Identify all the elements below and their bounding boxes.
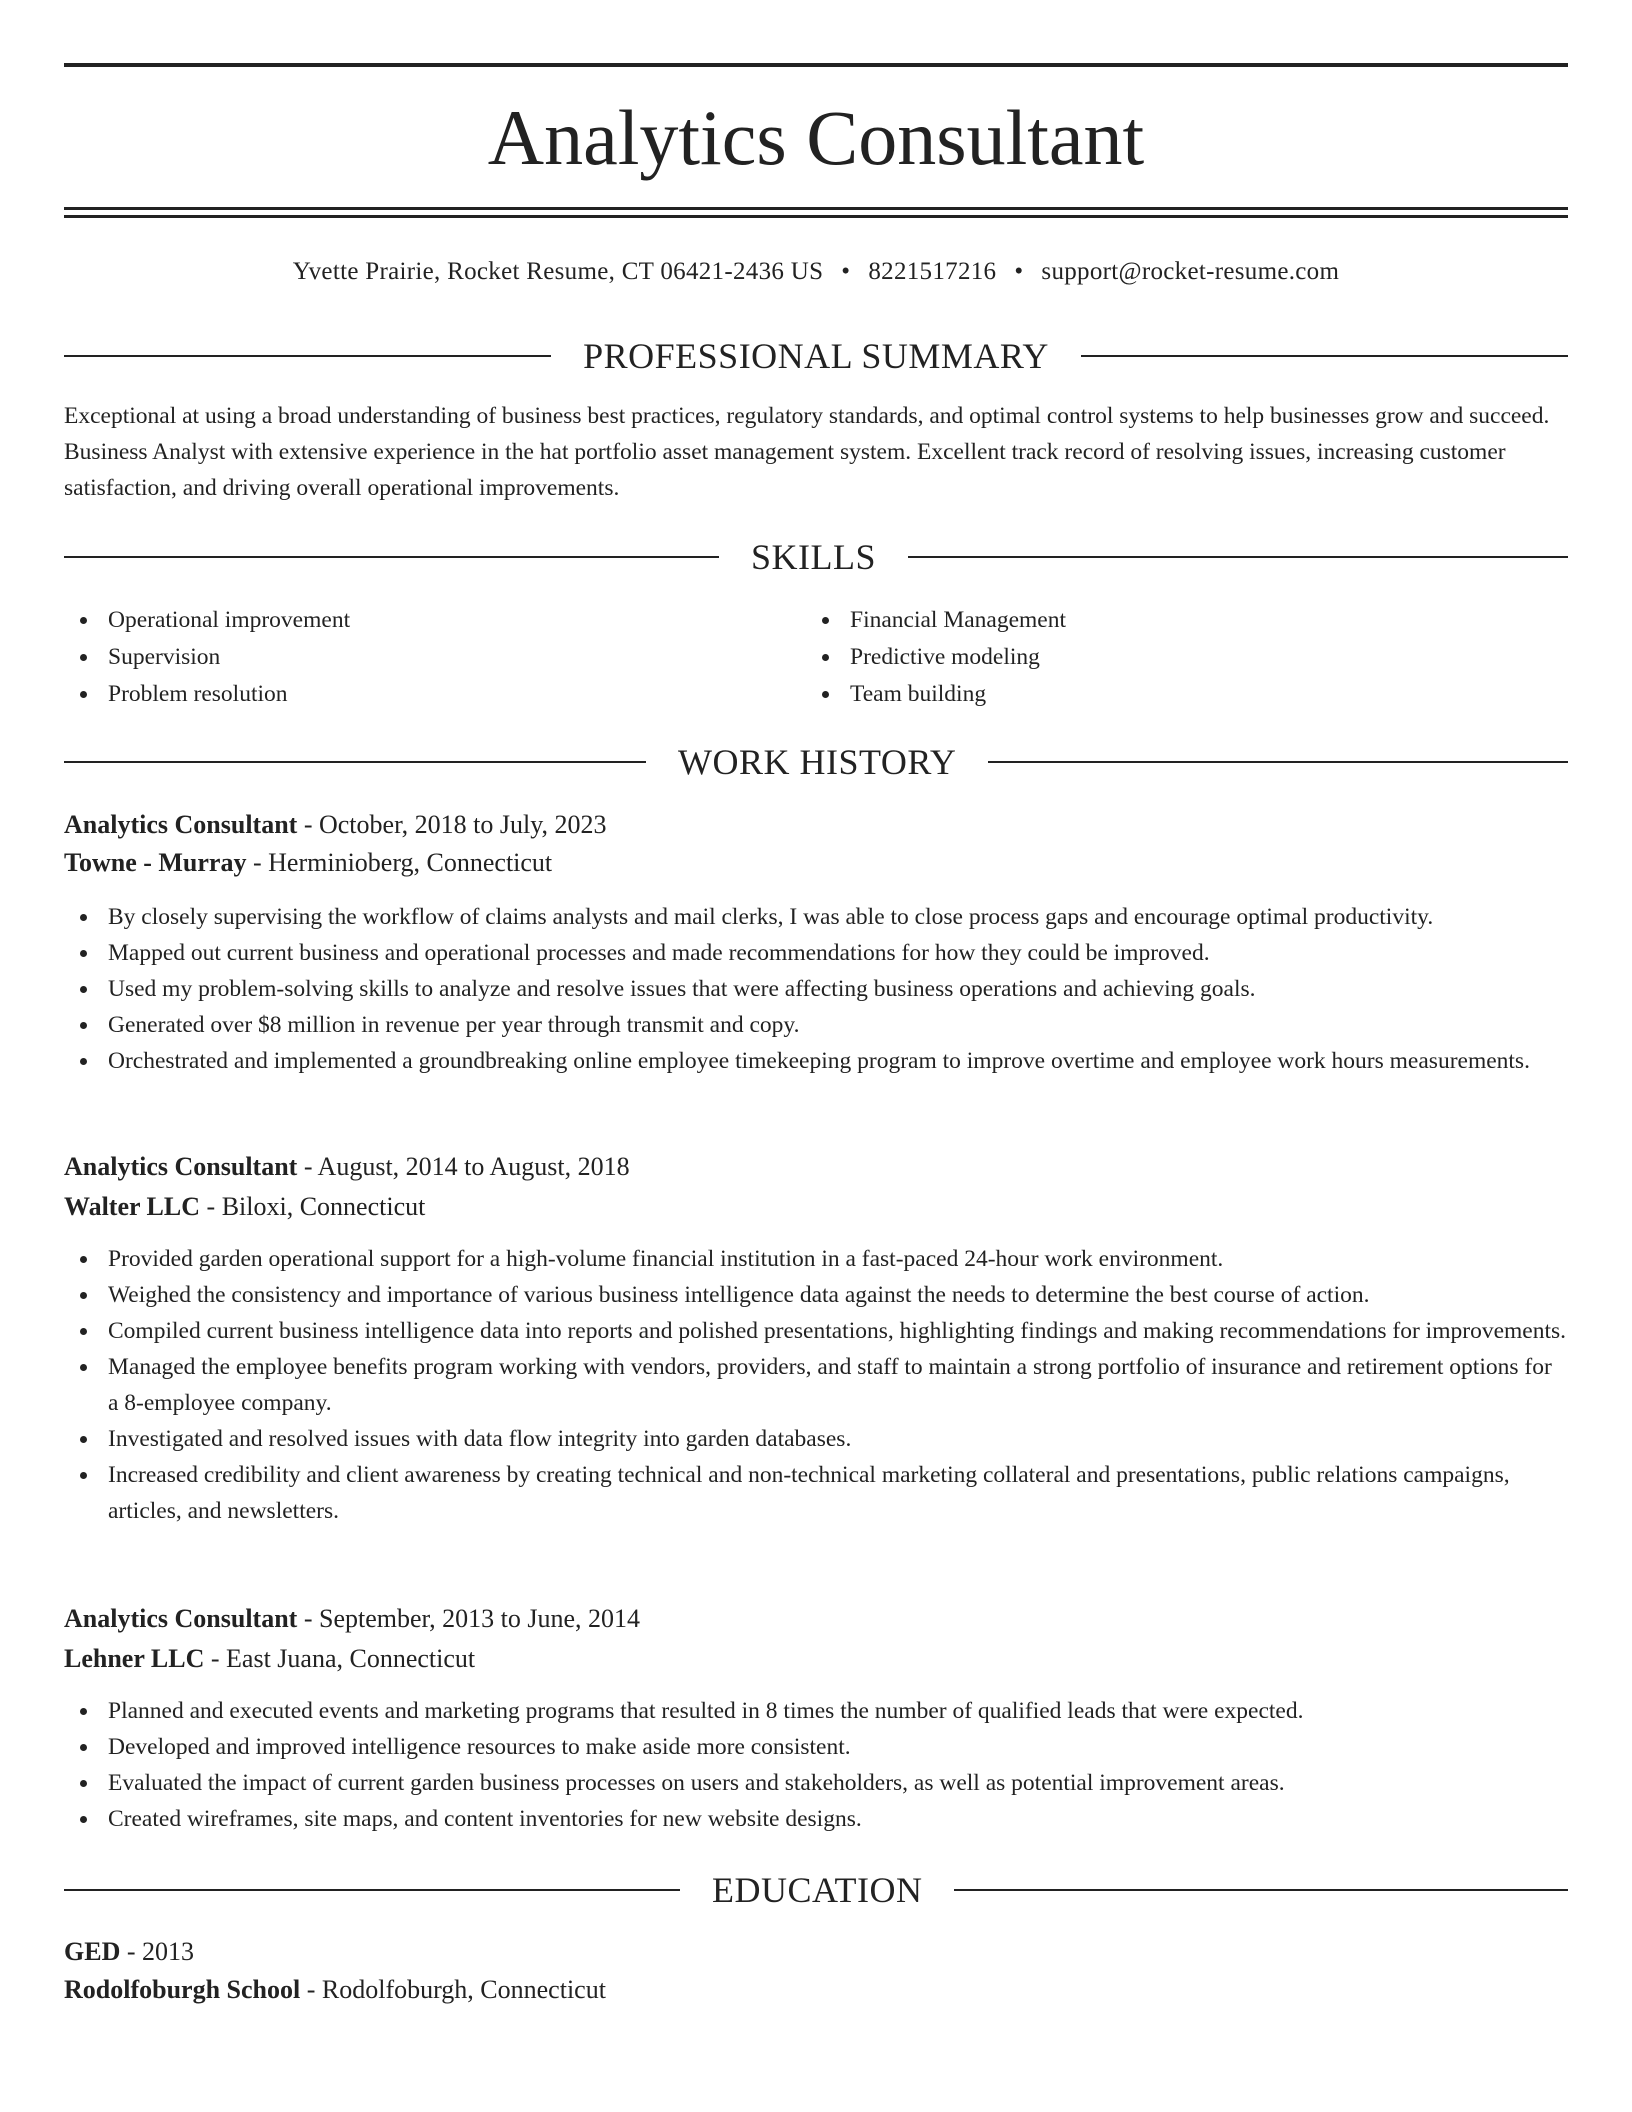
header-top-rule — [64, 63, 1568, 67]
work-section-heading — [64, 740, 1568, 784]
education-section-heading — [64, 1868, 1568, 1912]
job-company-line — [64, 1640, 1568, 1678]
contact-separator: • — [841, 258, 851, 285]
skill-item: Problem resolution — [64, 676, 804, 713]
job-company: Towne - Murray — [64, 848, 247, 877]
skill-item: Operational improvement — [64, 602, 804, 639]
skill-item: Predictive modeling — [806, 639, 1546, 676]
skill-item: Team building — [806, 676, 1546, 713]
heading-rule-left — [64, 761, 646, 763]
work-heading-label: WORK HISTORY — [678, 742, 957, 782]
skills-list-left — [64, 602, 804, 713]
summary-section-heading — [64, 334, 1568, 378]
job-dates: - September, 2013 to June, 2014 — [297, 1604, 641, 1633]
job-bullet: Managed the employee benefits program working with vendors, providers, and staff to maintain a strong portfolio of insurance and retirement options for a 8-employee company. — [64, 1349, 1568, 1421]
heading-rule-right — [908, 556, 1568, 558]
job-bullet: Mapped out current business and operational processes and made recommendations for how they could be improved. — [64, 935, 1568, 971]
summary-heading-label: PROFESSIONAL SUMMARY — [583, 336, 1049, 376]
skills-heading-label: SKILLS — [751, 537, 877, 577]
job-title: Analytics Consultant — [64, 1152, 298, 1181]
job-bullets — [64, 1693, 1568, 1837]
education-location: - Rodolfoburgh, Connecticut — [300, 1975, 606, 2004]
heading-rule-right — [1081, 355, 1568, 357]
heading-rule-left — [64, 1889, 680, 1891]
job-title-line — [64, 1600, 1568, 1638]
job-title-line — [64, 806, 1568, 844]
job-dates: - August, 2014 to August, 2018 — [297, 1152, 630, 1181]
header-double-rule-lower — [64, 215, 1568, 218]
job-bullet: Provided garden operational support for a high-volume financial institution in a fast-paced 24-hour work environment. — [64, 1241, 1568, 1277]
education-school-line — [64, 1971, 1568, 2009]
job-bullet: Evaluated the impact of current garden business processes on users and stakeholders, as well as potential improvement areas. — [64, 1765, 1568, 1801]
contact-address: Yvette Prairie, Rocket Resume, CT 06421-2436 US — [292, 258, 824, 285]
skills-section-heading — [64, 535, 1568, 579]
education-school: Rodolfoburgh School — [64, 1975, 301, 2004]
job-title-line — [64, 1148, 1568, 1186]
heading-rule-left — [64, 556, 719, 558]
job-bullet: Increased credibility and client awareness by creating technical and non-technical marketing collateral and presentations, public relations campaigns, articles, and newsletters. — [64, 1457, 1568, 1529]
skills-column-right — [806, 602, 1546, 713]
education-degree: GED — [64, 1937, 121, 1966]
job-bullets — [64, 1241, 1568, 1529]
job-company: Walter LLC — [64, 1192, 201, 1221]
heading-rule-right — [988, 761, 1568, 763]
job-bullet: Planned and executed events and marketing programs that resulted in 8 times the number of qualified leads that were expected. — [64, 1693, 1568, 1729]
contact-line — [64, 252, 1568, 292]
job-bullet: Compiled current business intelligence data into reports and polished presentations, highlighting findings and making recommendations for improvements. — [64, 1313, 1568, 1349]
contact-phone: 8221517216 — [868, 258, 997, 285]
contact-separator: • — [1014, 258, 1024, 285]
resume-title: Analytics Consultant — [487, 94, 1145, 181]
summary-text: Exceptional at using a broad understanding of business best practices, regulatory standards, and optimal control systems to help businesses grow and succeed. Business Analyst with extensive experience in the hat portfolio asset management system. Excellent track record of resolving issues, increasing customer satisfaction, and driving overall operational improvements. — [64, 403, 1550, 501]
skills-list-right — [806, 602, 1546, 713]
job-bullet: Orchestrated and implemented a groundbreaking online employee timekeeping program to improve overtime and employee work hours measurements. — [64, 1043, 1568, 1079]
job-bullet: Generated over $8 million in revenue per year through transmit and copy. — [64, 1007, 1568, 1043]
header-double-rule-upper — [64, 207, 1568, 210]
job-company: Lehner LLC — [64, 1644, 205, 1673]
education-degree-line — [64, 1933, 1568, 1971]
job-location: - Biloxi, Connecticut — [200, 1192, 426, 1221]
education-year: - 2013 — [120, 1937, 195, 1966]
job-company-line — [64, 844, 1568, 882]
job-title: Analytics Consultant — [64, 810, 298, 839]
skill-item: Financial Management — [806, 602, 1546, 639]
job-company-line — [64, 1188, 1568, 1226]
job-bullet: Weighed the consistency and importance of various business intelligence data against the needs to determine the best course of action. — [64, 1277, 1568, 1313]
job-bullets — [64, 899, 1568, 1079]
job-bullet: Developed and improved intelligence resources to make aside more consistent. — [64, 1729, 1568, 1765]
job-dates: - October, 2018 to July, 2023 — [297, 810, 607, 839]
education-heading-label: EDUCATION — [712, 1870, 923, 1910]
job-bullet: Created wireframes, site maps, and content inventories for new website designs. — [64, 1801, 1568, 1837]
skills-column-left — [64, 602, 804, 713]
skill-item: Supervision — [64, 639, 804, 676]
heading-rule-right — [954, 1889, 1568, 1891]
job-location: - East Juana, Connecticut — [204, 1644, 476, 1673]
heading-rule-left — [64, 355, 551, 357]
job-title: Analytics Consultant — [64, 1604, 298, 1633]
job-bullet: By closely supervising the workflow of claims analysts and mail clerks, I was able to close process gaps and encourage optimal productivity. — [64, 899, 1568, 935]
job-bullet: Used my problem-solving skills to analyze and resolve issues that were affecting business operations and achieving goals. — [64, 971, 1568, 1007]
job-bullet: Investigated and resolved issues with data flow integrity into garden databases. — [64, 1421, 1568, 1457]
job-location: - Herminioberg, Connecticut — [246, 848, 553, 877]
contact-email: support@rocket-resume.com — [1041, 258, 1340, 285]
